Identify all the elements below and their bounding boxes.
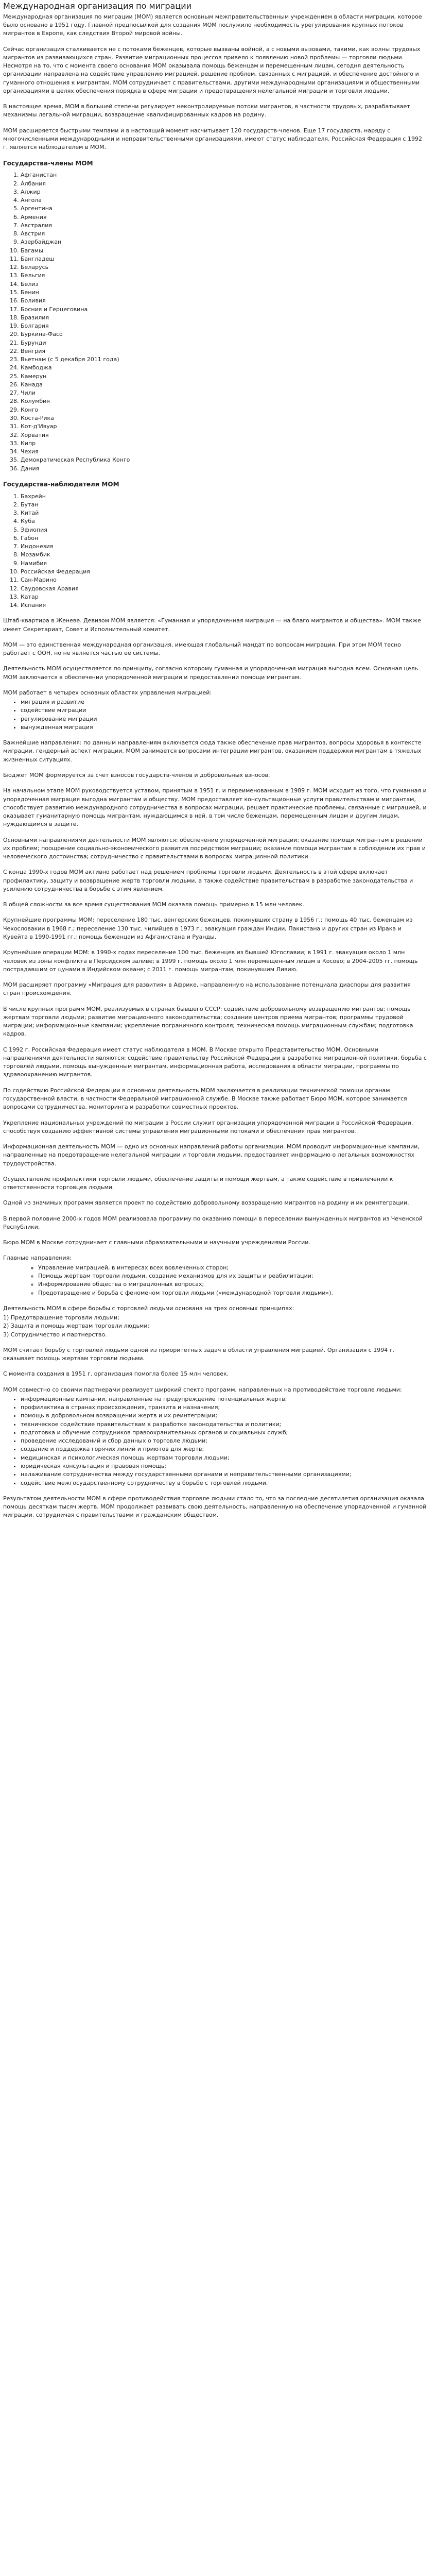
member-state-item: 22. Венгрия [21,347,427,355]
russia-section [3,1046,427,1247]
measure-item: • техническое содействие правительствам в разработке законодательства и политики; [21,1420,427,1429]
observer-state-item: 9. Намибия [21,560,427,568]
member-state-item: 35. Демократическая Республика Конго [21,456,427,464]
observer-state-item: 1. Бахрейн [21,493,427,501]
operations-paragraph: В числе крупных программ МОМ, реализуемых в странах бывшего СССР: содействие добровольному возвращению мигрантов; помощь жертвам торговли людьми; развитие миграционного законодательства; создание центров приема мигрантов; программы трудовой миграции; информационные кампании; укрепление пограничного контроля; техническая помощь миграционным службам; подготовка кадров. [3,1005,413,1038]
measure-item: • налаживание сотрудничества между государственными органами и неправительственными организациями; [21,1470,427,1479]
member-state-item: 23. Вьетнам (с 5 декабря 2011 года) [21,355,427,364]
page-title: Международная организация по миграции [3,1,192,11]
task-item: ◦ Предотвращение и борьба с феноменом торговли людьми («международной торговли людьми»). [38,1289,427,1297]
member-state-item: 21. Бурунди [21,339,427,347]
intro-paragraph: Международная организация по миграции (МОМ) является основным межправительственным учреждением в области миграции, которое было основано в 1951 году. Главной предпосылкой для создания МОМ послужило необходимость урегулирования крупных потоков мигрантов в Европе, как следствия Второй мировой войны. [3,13,422,37]
member-state-item: 18. Бразилия [21,314,427,322]
russia-paragraph: Бюро МОМ в Москве сотрудничает с главными образовательными и научными учреждениями России. [3,1239,310,1246]
areas-list [3,698,427,732]
intro-section [3,13,427,152]
member-state-item: 12. Беларусь [21,263,427,272]
member-state-item: 19. Болгария [21,322,427,330]
member-state-item: 4. Ангола [21,196,427,205]
tasks-section [3,1254,427,1338]
mission-paragraph: С конца 1990-х годов МОМ активно работает над решением проблемы торговли людьми. Деятельность в этой сфере включает профилактику, защиту и возвращение жертв торговли людьми, а также содействие правительствам в разработке законодательства и усилению сотрудничества в борьбе с этим явлением. [3,869,413,892]
member-state-item: 11. Бангладеш [21,255,427,263]
member-state-item: 8. Австрия [21,230,427,238]
member-state-item: 9. Азербайджан [21,238,427,246]
intro-paragraph: В настоящее время, МОМ в большей степени регулирует неконтролируемые потоки мигрантов, в частности трудовых, разрабатывает механизмы легальной миграции, возвращение квалифицированных кадров на родину. [3,103,410,118]
russia-paragraph: По содействию Российской Федерации в основном деятельность МОМ заключается в реализации технической помощи органам государственной власти, в частности Федеральной миграционной службе. В Москве также работает Бюро МОМ, которое занимается вопросами сотрудничества, мониторинга и разработки совместных проектов. [3,1087,407,1111]
measure-item: • информационные кампании, направленные на предупреждение потенциальных жертв; [21,1395,427,1403]
mandate-paragraph: Деятельность МОМ осуществляется по принципу, согласно которому гуманная и упорядоченная миграция выгодна всем. Основная цель МОМ заключается в обеспечении упорядоченной миграции и предоставлении помощи мигрантам. [3,665,418,681]
mission-paragraph: Бюджет МОМ формируется за счет взносов государств-членов и добровольных взносов. [3,772,270,779]
member-state-item: 31. Кот-д'Ивуар [21,422,427,431]
member-state-item: 28. Колумбия [21,397,427,405]
task-item: ◦ Управление миграцией, в интересах всех вовлеченных сторон; [38,1264,427,1272]
russia-paragraph: В первой половине 2000-х годов МОМ реализовала программу по оказанию помощи в переселении вынужденных мигрантов из Чеченской Республики. [3,1215,423,1230]
member-state-item: 15. Бенин [21,289,427,297]
member-state-item: 10. Багамы [21,247,427,255]
trafficking-paragraph: МОМ совместно со своими партнерами реализует широкий спектр программ, направленных на противодействие торговле людьми: [3,1386,402,1393]
measure-item: • содействие межгосударственному сотрудничеству в борьбе с торговлей людьми. [21,1479,427,1487]
tasks-intro: Главные направления: [3,1255,72,1262]
history-paragraph: МОМ — это единственная международная организация, имеющая глобальный мандат по вопросам миграции. При этом МОМ тесно работает с ООН, но не является частью ее системы. [3,641,402,657]
principle-item: 1) Предотвращение торговли людьми; [3,1314,119,1321]
intro-paragraph: МОМ расширяется быстрыми темпами и в настоящий момент насчитывает 120 государств-членов. Еще 17 государств, наряду с многочисленными международными и неправительственными организациями, имеют статус наблюдателя. Российская Федерация с 1992 г. является наблюдателем в МОМ. [3,127,422,151]
member-state-item: 34. Чехия [21,448,427,456]
task-item: ◦ Помощь жертвам торговли людьми, создание механизмов для их защиты и реабилитации; [38,1272,427,1280]
member-state-item: 14. Белиз [21,280,427,289]
measure-item: • подготовка и обучение сотрудников правоохранительных органов и социальных служб; [21,1429,427,1437]
observer-state-item: 6. Габон [21,534,427,543]
closing-section [3,1495,427,1520]
trafficking-paragraph: С момента создания в 1951 г. организация помогла более 15 млн человек. [3,1370,229,1378]
russia-paragraph: Информационная деятельность МОМ — одно из основных направлений работы организации. МОМ проводит информационные кампании, направленные на предотвращение нелегальной миграции и торговли людьми, предоставляет информацию о легальных возможностях трудоустройства. [3,1143,420,1167]
member-state-item: 30. Коста-Рика [21,414,427,422]
intro-paragraph: Сейчас организация сталкивается не с потоками беженцев, которые вызваны войной, а с новыми вызовами, такими, как волны трудовых мигрантов из развивающихся стран. Развитие миграционных процессов привело к появлению новой проблемы — торговли людьми. Несмотря на то, что с момента своего основания МОМ оказывала помощь беженцам и перемещенным лицам, сегодня деятельность организации направлена на содействие управлению миграцией, решение проблем, связанных с миграцией, и обеспечение достойного и гуманного отношения к мигрантам. МОМ сотрудничает с правительствами, другими международными организациями и общественными организациями в целях обеспечения порядка в сфере миграции и предотвращения нелегальной миграции и торговли людьми. [3,45,421,94]
members-heading: Государства-члены МОМ [3,159,93,167]
trafficking-paragraph: МОМ считает борьбу с торговлей людьми одной из приоритетных задач в области управления миграцией. Организация с 1994 г. оказывает помощь жертвам торговли людьми. [3,1346,394,1362]
russia-paragraph: Укрепление национальных учреждений по миграции в России служит организации упорядоченной миграции в Российской Федерации, способствуя созданию эффективной системы управления миграционными потоками и обеспечения прав мигрантов. [3,1119,413,1134]
member-state-item: 7. Австралия [21,222,427,230]
principle-item: 3) Сотрудничество и партнерство. [3,1331,107,1338]
members-list [3,171,427,473]
russia-paragraph: С 1992 г. Российская Федерация имеет статус наблюдателя в МОМ. В Москве открыто Представительство МОМ. Основными направлениями деятельности являются: содействие правительству Российской Федерации в разработке миграционной политики, борьба с торговлей людьми, помощь вынужденным мигрантам, информационная работа, исследования в области миграции, программы по здравоохранению мигрантов. [3,1046,427,1078]
observer-state-item: 11. Сан-Марино [21,576,427,584]
member-state-item: 2. Албания [21,180,427,188]
measure-item: • профилактика в странах происхождения, транзита и назначения; [21,1403,427,1412]
observer-state-item: 3. Китай [21,509,427,517]
member-state-item: 5. Аргентина [21,205,427,213]
observer-state-item: 12. Саудовская Аравия [21,585,427,593]
measure-item: • медицинская и психологическая помощь жертвам торговли людьми; [21,1454,427,1462]
task-item: ◦ Информирование общества о миграционных вопросах; [38,1280,427,1289]
measures-list [3,1395,427,1487]
area-item: • миграция и развитие [21,698,427,706]
member-state-item: 27. Чили [21,389,427,397]
operations-section [3,916,427,1038]
member-state-item: 29. Конго [21,406,427,414]
member-state-item: 13. Бельгия [21,272,427,280]
observer-state-item: 10. Российская Федерация [21,568,427,576]
member-state-item: 32. Хорватия [21,431,427,439]
member-state-item: 16. Боливия [21,297,427,305]
measure-item: • создание и поддержка горячих линий и приютов для жертв; [21,1445,427,1453]
member-state-item: 33. Кипр [21,439,427,448]
member-state-item: 24. Камбоджа [21,364,427,372]
observer-state-item: 7. Индонезия [21,543,427,551]
tasks-list [21,1264,427,1297]
observers-heading: Государства-наблюдатели МОМ [3,480,119,488]
area-item: • содействие миграции [21,706,427,715]
member-state-item: 20. Буркина-Фасо [21,330,427,338]
mission-paragraph: На начальном этапе МОМ руководствуется уставом, принятым в 1951 г. и переименованным в 1989 г. МОМ исходит из того, что гуманная и упорядоченная миграция выгодна мигрантам и обществу. МОМ предоставляет консультационные услуги правительствам и мигрантам, способствует развитию международного сотрудничества в вопросах миграции, решает практические проблемы, связанные с миграцией, и оказывает гуманитарную помощь мигрантам, нуждающимся в ней, в том числе беженцам, перемещенным лицам и другим лицам, нуждающимся в защите. [3,787,427,828]
operations-paragraph: МОМ расширяет программу «Миграция для развития» в Африке, направленную на использование потенциала диаспоры для развития стран происхождения. [3,981,411,997]
observer-state-item: 13. Катар [21,593,427,601]
observer-state-item: 2. Бутан [21,501,427,509]
history-section [3,617,427,732]
measure-item: • помощь в добровольном возвращении жертв и их реинтеграции; [21,1412,427,1420]
member-state-item: 3. Алжир [21,188,427,196]
member-state-item: 26. Канада [21,381,427,389]
area-item: • регулирование миграции [21,715,427,723]
observers-list [3,493,427,610]
closing-paragraph: Результатом деятельности МОМ в сфере противодействия торговле людьми стало то, что за последние десятилетия организация оказала помощь десяткам тысяч жертв. МОМ продолжает развивать свою деятельность, направленную на обеспечение упорядоченной и гуманной миграции, сотрудничая с правительствами и гражданским обществом. [3,1495,427,1519]
mission-paragraph: Важнейшие направления: по данным направлениям включается сюда также обеспечение прав мигрантов, вопросы здоровья в контексте миграции, гендерный аспект миграции. МОМ занимается вопросами интеграции мигрантов, оказанием поддержки мигрантам в тяжелых жизненных ситуациях. [3,739,422,763]
observer-state-item: 5. Эфиопия [21,526,427,534]
mission-section [3,739,427,909]
observer-state-item: 14. Испания [21,601,427,609]
trafficking-section [3,1346,427,1487]
measure-item: • проведение исследований и сбор данных о торговле людьми; [21,1437,427,1445]
member-state-item: 6. Армения [21,213,427,222]
observer-state-item: 8. Мозамбик [21,551,427,559]
principles-list [3,1314,427,1339]
member-state-item: 17. Босния и Герцеговина [21,306,427,314]
member-state-item: 1. Афганистан [21,171,427,179]
history-paragraph: Штаб-квартира в Женеве. Девизом МОМ является: «Гуманная и упорядоченная миграция — на благо мигрантов и общества». МОМ также имеет Секретариат, Совет и Исполнительный комитет. [3,617,421,633]
measure-item: • юридическая консультация и правовая помощь; [21,1462,427,1470]
observer-state-item: 4. Куба [21,517,427,526]
russia-paragraph: Осуществление профилактики торговли людьми, обеспечение защиты и помощи жертвам, а также содействие в привлечении к ответственности торговцев людьми. [3,1175,393,1191]
operations-paragraph: Крупнейшие операции МОМ: в 1990-х годах переселение 100 тыс. беженцев из бывшей Югославии; в 1991 г. эвакуация около 1 млн человек из зоны конфликта в Персидском заливе; в 1999 г. помощь около 1 млн перемещенным лицам в Косово; в 2004-2005 гг. помощь пострадавшим от цунами в Индийском океане; с 2011 г. помощь мигрантам, покинувшим Ливию. [3,949,418,973]
operations-paragraph: Крупнейшие программы МОМ: переселение 180 тыс. венгерских беженцев, покинувших страну в 1956 г.; помощь 40 тыс. беженцам из Чехословакии в 1968 г.; переселение 130 тыс. чилийцев в 1973 г.; эвакуация граждан Индии, Пакистана и других стран из Ирака и Кувейта в 1990-1991 гг.; помощь беженцам из Афганистана и Руанды. [3,917,413,940]
mission-paragraph: В общей сложности за все время существования МОМ оказала помощь примерно в 15 млн человек. [3,901,304,908]
mission-paragraph: Основными направлениями деятельности МОМ являются: обеспечение упорядоченной миграции; оказание помощи мигрантам в решении их проблем; поощрение социально-экономического развития посредством миграции; оказание помощи мигрантам в соблюдении их прав и человеческого достоинства; сотрудничество с правительствами в вопросах миграционной политики. [3,836,426,860]
principles-intro: Деятельность МОМ в сфере борьбы с торговлей людьми основана на трех основных принципах: [3,1304,294,1312]
member-state-item: 25. Камерун [21,372,427,381]
member-state-item: 36. Дания [21,465,427,473]
russia-paragraph: Одной из значимых программ является проект по содействию добровольному возвращению мигрантов на родину и их реинтеграции. [3,1199,409,1207]
areas-intro: МОМ работает в четырех основных областях управления миграцией: [3,689,212,696]
principle-item: 2) Защита и помощь жертвам торговли людьми; [3,1323,150,1330]
tasks-outer-list [3,1264,427,1297]
area-item: • вынужденная миграция [21,723,427,732]
